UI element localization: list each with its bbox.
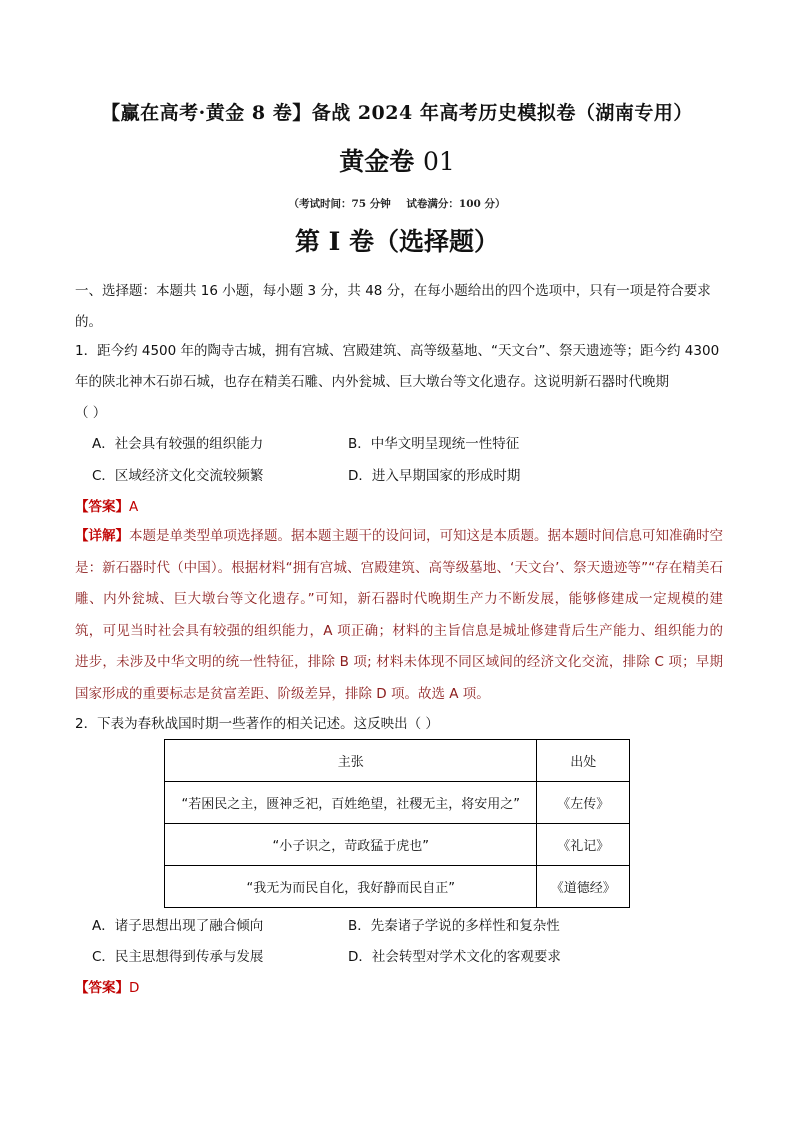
exam-info: [0, 196, 794, 211]
question-1-explanation: [75, 521, 723, 710]
table-header-row: [165, 740, 630, 782]
question-1-stem: [75, 336, 725, 429]
instructions-line-2: 的。: [75, 314, 102, 330]
question-2-answer-value: D: [129, 980, 140, 996]
exam-score: 试卷满分：100 分）: [406, 198, 506, 210]
question-2-option-b: B．先秦诸子学说的多样性和复杂性: [348, 918, 560, 934]
question-1-explanation-text: 本题是单类型单项选择题。据本题主题干的设问词，可知这是本质题。据本题时间信息可知准确时空是：新石器时代（中国）。根据材料“拥有宫城、宫殿建筑、高等级墓地、‘天文台’、祭天遗迹等”“存在精美石雕、内外瓮城、巨大墩台等文化遗存。”可知，新石器时代晚期生产力不断发展，能够修建成一定规模的建筑，可见当时社会具有较强的组织能力，A 项正确；材料的主旨信息是城址修建背后生产能力、组织能力的进步，未涉及中华文明的统一性特征，排除 B 项; 材料未体现不同区域间的经济文化交流，排除 C 项；早期国家形成的重要标志是贫富差距、阶级差异，排除 D 项。故选 A 项。: [75, 528, 723, 702]
question-1-explanation-label: 【详解】: [75, 528, 129, 544]
table-row: [165, 782, 630, 824]
table-cell-source: 《道德经》: [537, 866, 630, 908]
exam-time: （考试时间：75 分钟: [288, 198, 391, 210]
question-2-stem: 2．下表为春秋战国时期一些著作的相关记述。这反映出（ ）: [75, 716, 439, 732]
question-1-option-a: A．社会具有较强的组织能力: [92, 436, 264, 452]
document-title: 【赢在高考·黄金 8 卷】备战 2024 年高考历史模拟卷（湖南专用）: [101, 102, 693, 124]
table-cell-source: 《左传》: [537, 782, 630, 824]
question-2-option-d: D．社会转型对学术文化的客观要求: [348, 949, 561, 965]
question-2-option-a: A．诸子思想出现了融合倾向: [92, 918, 264, 934]
question-1-answer: [75, 495, 138, 515]
question-2-option-c: C．民主思想得到传承与发展: [92, 949, 264, 965]
paper-title: [0, 142, 794, 178]
question-1-line-3: （ ）: [75, 405, 107, 421]
instructions: [75, 276, 725, 338]
table-header-source: 出处: [537, 740, 630, 782]
table-row: [165, 824, 630, 866]
paper-title-prefix: 黄金卷: [339, 147, 415, 176]
table-cell-claim: “小子识之，苛政猛于虎也”: [165, 824, 537, 866]
question-1-option-b: B．中华文明呈现统一性特征: [348, 436, 520, 452]
table-header-claim: 主张: [165, 740, 537, 782]
section-title: 第 I 卷（选择题）: [294, 227, 500, 256]
instructions-line-1: 一、选择题：本题共 16 小题，每小题 3 分，共 48 分，在每小题给出的四个选项中，只有一项是符合要求: [75, 283, 711, 299]
table-cell-claim: “我无为而民自化，我好静而民自正”: [165, 866, 537, 908]
question-2-answer-label: 【答案】: [75, 980, 129, 996]
question-1-answer-value: A: [129, 499, 139, 515]
question-1-line-1: 1．距今约 4500 年的陶寺古城，拥有宫城、宫殿建筑、高等级墓地、“天文台”、祭天遗迹等；距今约 4300: [75, 343, 720, 359]
source-table: [164, 739, 630, 908]
question-1-option-c: C．区域经济文化交流较频繁: [92, 468, 264, 484]
table-cell-claim: “若困民之主，匮神乏祀，百姓绝望，社稷无主，将安用之”: [165, 782, 537, 824]
table-cell-source: 《礼记》: [537, 824, 630, 866]
table-row: [165, 866, 630, 908]
paper-number: 01: [422, 147, 455, 176]
question-1-line-2: 年的陕北神木石峁石城，也存在精美石雕、内外瓮城、巨大墩台等文化遗存。这说明新石器时代晚期: [75, 374, 669, 390]
question-1-answer-label: 【答案】: [75, 499, 129, 515]
question-2-answer: [75, 976, 139, 996]
question-1-option-d: D．进入早期国家的形成时期: [348, 468, 521, 484]
